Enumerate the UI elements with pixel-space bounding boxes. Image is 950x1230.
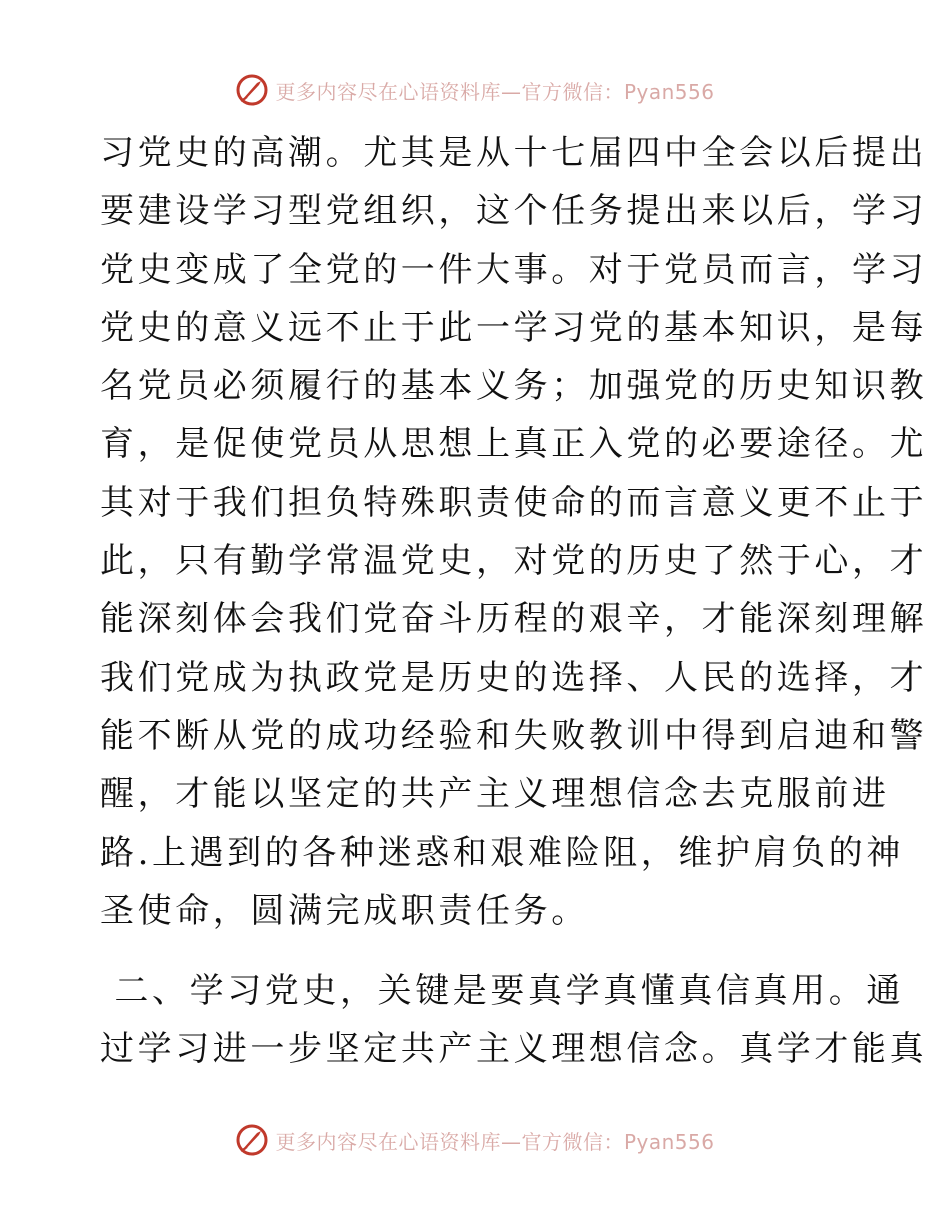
paragraph-1 (100, 124, 928, 940)
text-line: 能不断从党的成功经验和失败教训中得到启迪和警 (100, 715, 928, 756)
text-line: 此，只有勤学常温党史，对党的历史了然于心，才 (100, 541, 928, 582)
footer-watermark (0, 1120, 950, 1160)
document-body (100, 124, 928, 1079)
text-line: 醒，才能以坚定的共产主义理想信念去克服前进 (100, 774, 890, 815)
text-line: 圣使命，圆满完成职责任务。 (100, 890, 589, 931)
text-line: 路.上遇到的各种迷惑和艰难险阻，维护肩负的神 (100, 832, 905, 873)
quill-logo-icon (235, 73, 269, 107)
text-line: 名党员必须履行的基本义务；加强党的历史知识教 (100, 366, 928, 407)
paragraph-gap (100, 940, 860, 962)
text-line: 二、学习党史，关键是要真学真懂真信真用。通 (100, 971, 905, 1012)
watermark-text: 更多内容尽在心语资料库—官方微信：Pyan556 (275, 79, 715, 104)
text-line: 育，是促使党员从思想上真正入党的必要途径。尤 (100, 424, 928, 465)
text-line: 党史的意义远不止于此一学习党的基本知识，是每 (100, 307, 928, 348)
text-line: 我们党成为执政党是历史的选择、人民的选择，才 (100, 657, 928, 698)
paragraph-2 (100, 962, 928, 1079)
text-line: 习党史的高潮。尤其是从十七届四中全会以后提出 (100, 133, 928, 173)
watermark-text: 更多内容尽在心语资料库—官方微信：Pyan556 (275, 1129, 715, 1154)
text-line: 能深刻体会我们党奋斗历程的艰辛，才能深刻理解 (100, 599, 928, 640)
text-line: 要建设学习型党组织，这个任务提出来以后，学习 (100, 191, 928, 232)
text-line: 过学习进一步坚定共产主义理想信念。真学才能真 (100, 1029, 928, 1070)
text-line: 党史变成了全党的一件大事。对于党员而言，学习 (100, 249, 928, 290)
header-watermark (0, 70, 950, 110)
quill-logo-icon (235, 1123, 269, 1157)
text-line: 其对于我们担负特殊职责使命的而言意义更不止于 (100, 482, 928, 523)
